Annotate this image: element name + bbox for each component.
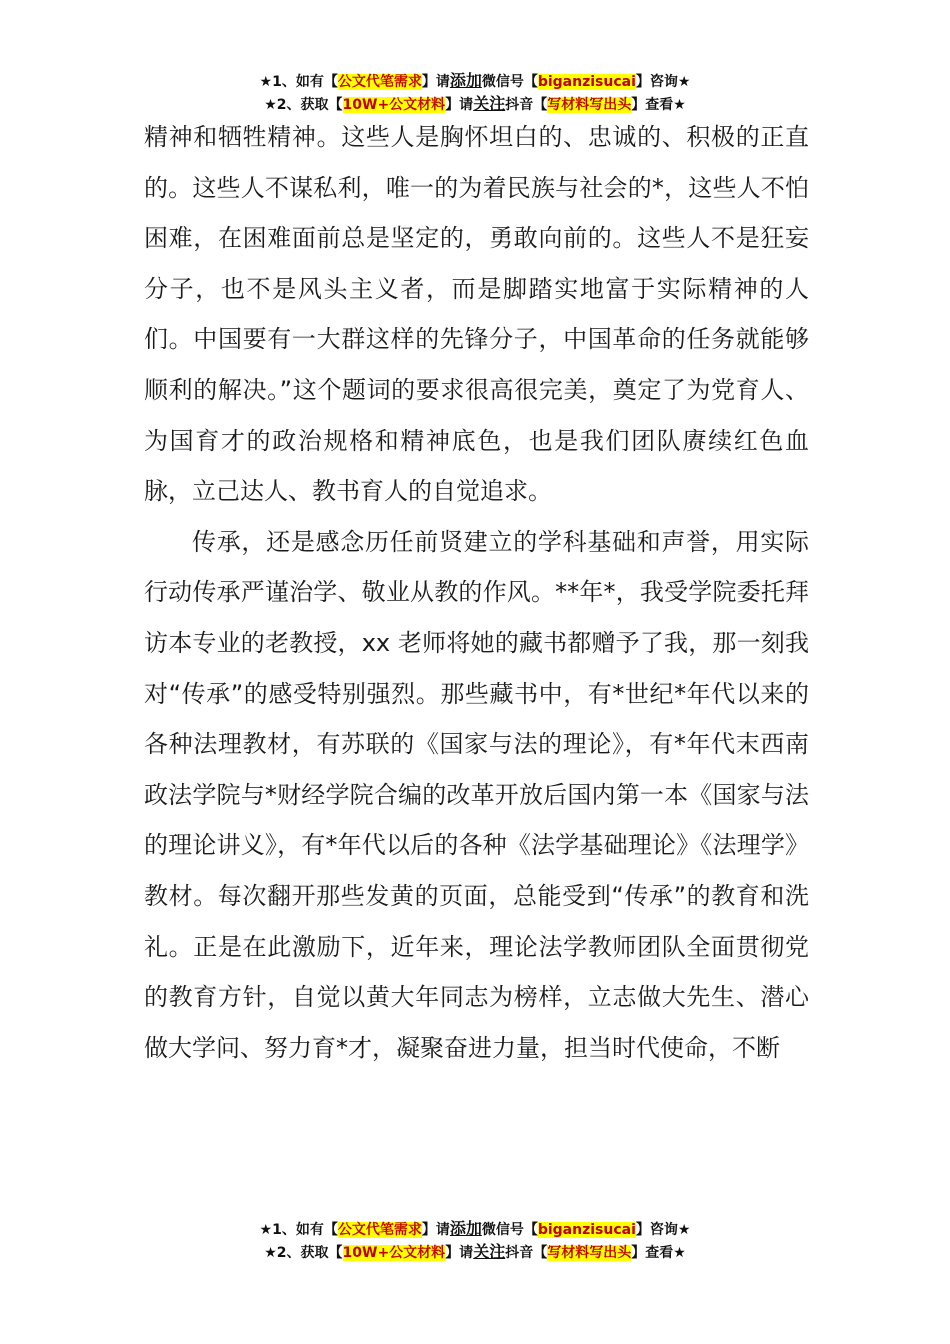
highlight-materials: 10W+公文材料 [342, 1245, 446, 1261]
highlight-wechat-id: biganzisucai [537, 74, 636, 90]
document-body [144, 112, 809, 1073]
highlight-service: 公文代笔需求 [337, 1222, 422, 1238]
banner-line-1: ★1、如有【公文代笔需求】请添加微信号【biganzisucai】咨询★ [259, 1219, 691, 1238]
header-banner [0, 70, 950, 116]
highlight-service: 公文代笔需求 [337, 74, 422, 90]
highlight-douyin: 写材料写出头 [547, 97, 632, 113]
banner-line-2: ★2、获取【10W+公文材料】请关注抖音【写材料写出头】查看★ [264, 94, 686, 113]
highlight-douyin: 写材料写出头 [547, 1245, 632, 1261]
banner-line-1: ★1、如有【公文代笔需求】请添加微信号【biganzisucai】咨询★ [259, 71, 691, 90]
footer-banner [0, 1218, 950, 1264]
highlight-wechat-id: biganzisucai [537, 1222, 636, 1238]
paragraph: 精神和牺牲精神。这些人是胸怀坦白的、忠诚的、积极的正直的。这些人不谋私利，唯一的为着民族与社会的*，这些人不怕困难，在困难面前总是坚定的，勇敢向前的。这些人不是狂妄分子，也不是风头主义者，而是脚踏实地富于实际精神的人们。中国要有一大群这样的先锋分子，中国革命的任务就能够顺利的解决。”这个题词的要求很高很完美，奠定了为党育人、为国育才的政治规格和精神底色，也是我们团队赓续红色血脉，立己达人、教书育人的自觉追求。 [144, 123, 809, 506]
banner-line-2: ★2、获取【10W+公文材料】请关注抖音【写材料写出头】查看★ [264, 1242, 686, 1261]
highlight-materials: 10W+公文材料 [342, 97, 446, 113]
paragraph: 传承，还是感念历任前贤建立的学科基础和声誉，用实际行动传承严谨治学、敬业从教的作风。**年*，我受学院委托拜访本专业的老教授，xx 老师将她的藏书都赠予了我，那一刻我对“传承”的感受特别强烈。那些藏书中，有*世纪*年代以来的各种法理教材，有苏联的《国家与法的理论》，有*年代末西南政法学院与*财经学院合编的改革开放后国内第一本《国家与法的理论讲义》，有*年代以后的各种《法学基础理论》《法理学》教材。每次翻开那些发黄的页面，总能受到“传承”的教育和洗礼。正是在此激励下，近年来，理论法学教师团队全面贯彻党的教育方针，自觉以黄大年同志为榜样，立志做大先生、潜心做大学问、努力育*才，凝聚奋进力量，担当时代使命，不断 [144, 527, 809, 1062]
